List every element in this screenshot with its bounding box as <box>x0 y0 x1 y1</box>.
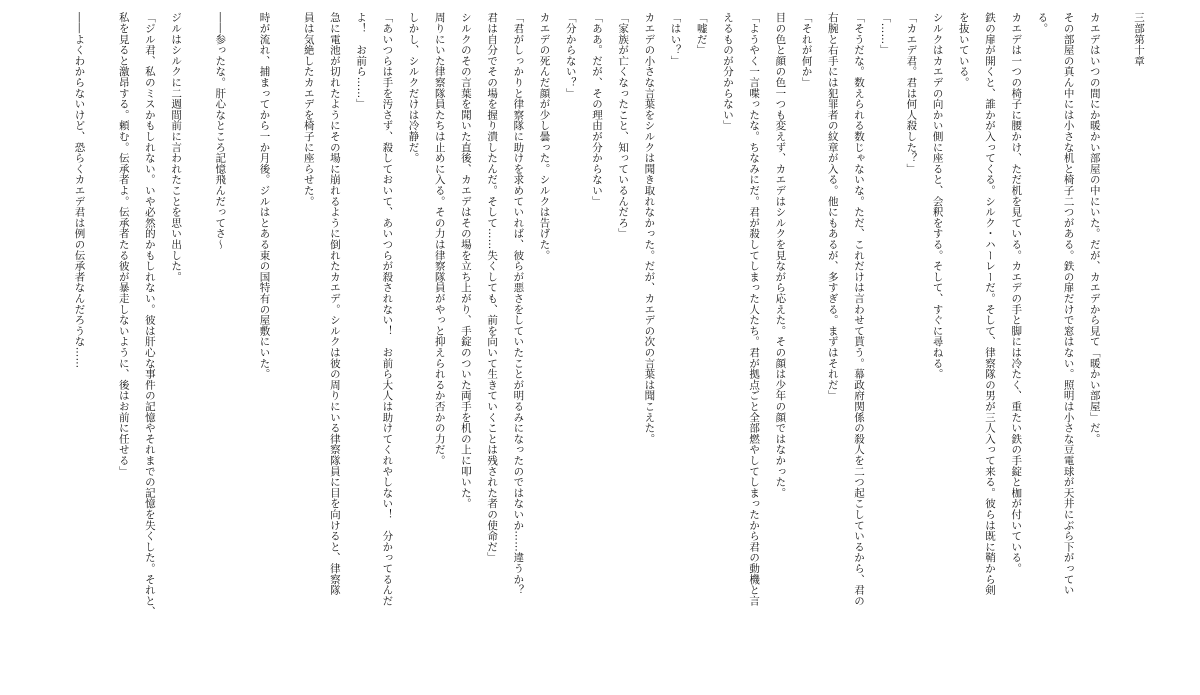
text-line: シルクはカエデの向かい側に座ると、会釈をする。そして、すぐに尋ねる。 <box>931 12 944 380</box>
text-line: を抜いている。 <box>957 12 970 88</box>
text-line: ジルはシルクに二週間前に言われたことを思い出した。 <box>170 12 183 282</box>
text-line: カエデは一つの椅子に腰かけ、ただ机を見ている。カエデの手と脚には冷たく、重たい鉄の手錠と枷が付いている。 <box>1010 12 1023 574</box>
text-line: ――よくわからないけど、恐らくカエデ君は例の伝承者なんだろうな…… <box>73 12 86 369</box>
text-line: その部屋の真ん中には小さな机と椅子二つがある。鉄の扉だけで窓はない。照明は小さな豆電球が天井にぶら下がってい <box>1062 12 1075 596</box>
text-line: 私を見ると激昂する。頼む。伝承者よ。伝承者たる彼が暴走しないように、後はお前に任せる」 <box>117 12 130 477</box>
text-line: よ！ お前ら……」 <box>355 12 368 110</box>
text-line: 「嘘だ」 <box>695 12 708 56</box>
text-line: 員は気絶したカエデを椅子に座らせた。 <box>302 12 315 207</box>
text-line: 鉄の扉が開くと、誰かが入ってくる。シルク・ハーレーだ。そして、律察隊の男が三人入って来る。彼らは既に鞘から剣 <box>983 12 996 596</box>
text-line: カエデの小さな言葉をシルクは聞き取れなかった。だが、カエデの次の言葉は聞こえた。 <box>643 12 656 444</box>
text-line: 「それが何か」 <box>800 12 813 88</box>
text-line: シルクのその言葉を聞いた直後、カエデはその場を立ち上がり、手錠のついた両手を机の上に叩いた。 <box>459 12 472 509</box>
text-line: 「ジル君、私のミスかもしれない。いや必然的かもしれない。彼は肝心な事件の記憶やそれまでの記憶を失くした。それと、 <box>143 12 156 617</box>
text-line: る。 <box>1036 12 1049 34</box>
text-line: 右腕と右手には犯罪者の紋章が入る。他にもあるが、多すぎる。まずはそれだ」 <box>826 12 839 401</box>
text-line: 目の色と顔の色一つも変えず、カエデはシルクを見ながら応えた。その顔は少年の顔ではなかった。 <box>774 12 787 498</box>
text-line: 「……」 <box>879 12 892 56</box>
text-line: 「そうだな。数えられる数じゃないな。ただ、これだけは言わせて貰う。幕政府関係の殺人を二つ起こしているから、君の <box>852 12 865 606</box>
text-line: 君は自分でその場を握り潰したんだ。そして……失くしても、前を向いて生きていくことは残された者の使命だ」 <box>486 12 499 563</box>
text-line: 「あいつらは手を汚さず、殺しておいて、あいつらが殺されない！ お前ら大人は助けてくれやしない！ 分かってるんだ <box>381 12 394 606</box>
text-line: 「はい？」 <box>669 12 682 66</box>
text-line: 急に電池が切れたようにその場に崩れるように倒れたカエデ。シルクは彼の周りにいる律察隊員に目を向けると、律察隊 <box>328 12 341 596</box>
text-line: 「ようやく一言喋ったな。ちなみにだ。君が殺してしまった人たち。君が拠点ごと全部燃やしてしまったから君の動機と言 <box>748 12 761 606</box>
vertical-text-block <box>66 12 1152 687</box>
text-line: 「家族が亡くなったこと、知っているんだろ」 <box>617 12 630 239</box>
text-line: カエデの死んだ顔が少し曇った。シルクは告げた。 <box>538 12 551 261</box>
text-line: カエデはいつの間にか暖かい部屋の中にいた。だが、カエデから見て「暖かい部屋」だ。 <box>1088 12 1101 444</box>
text-line: 「ああ。だが、その理由が分からない」 <box>590 12 603 207</box>
text-line: 「カエデ君。君は何人殺した？」 <box>905 12 918 174</box>
text-line: しかし、シルクだけは冷静だ。 <box>407 12 420 164</box>
text-line: 「君がしっかりと律察隊に助けを求めていれば、彼らが悪さをしていたことが明るみになったのではないか……違うか？ <box>512 12 525 596</box>
text-line: 時が流れ、捕まってから一か月後。ジルはとある東の国特有の屋敷にいた。 <box>258 12 271 380</box>
text-line: 周りにいた律察隊員たちは止めに入る。その力は律察隊員がやっと抑えられるか否かの力だ。 <box>433 12 446 466</box>
text-line: えるものが分からない」 <box>721 12 734 131</box>
chapter-title: 三部第十章 <box>1133 12 1145 66</box>
text-line: ――参ったな。肝心なところ記憶飛んだってさ～ <box>214 12 227 250</box>
text-line: 「分からない？」 <box>564 12 577 99</box>
